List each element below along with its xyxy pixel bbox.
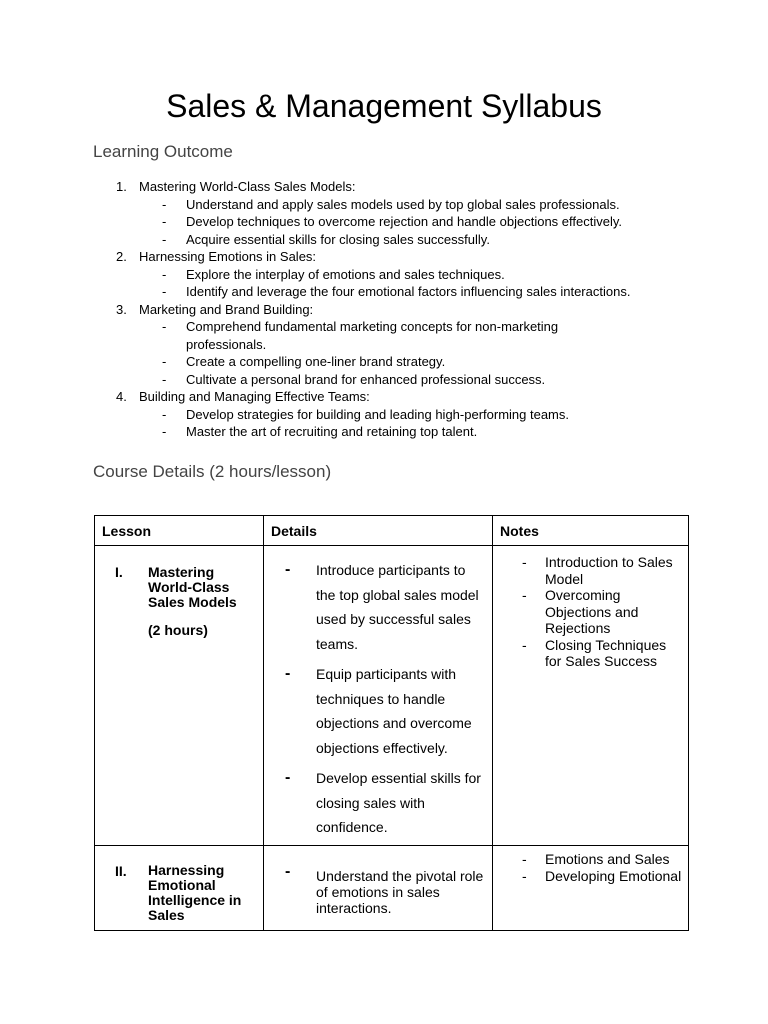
dash-icon: - [162, 196, 167, 212]
dash-icon: - [162, 371, 167, 387]
dash-icon: - [285, 863, 291, 880]
column-header-notes: Notes [493, 516, 689, 546]
note-item: - Emotions and Sales [522, 851, 670, 867]
column-header-details: Details [264, 516, 493, 546]
outcome-item [0, 178, 768, 248]
outcome-number: 2. [116, 249, 127, 264]
dash-icon: - [285, 561, 291, 578]
details-cell [264, 546, 493, 846]
outcome-bullet: - Develop techniques to overcome rejection and handle objections effectively. [162, 214, 623, 229]
dash-icon: - [162, 214, 167, 229]
outcome-number: 4. [116, 389, 127, 404]
detail-item: - Understand the pivotal role of emotions in sales interactions. [285, 863, 484, 916]
column-header-lesson: Lesson [95, 516, 264, 546]
dash-icon: - [162, 406, 167, 422]
detail-item: - Equip participants with techniques to handle objections and overcome objections effectively. [264, 662, 492, 760]
table-header-row [95, 516, 689, 546]
outcome-bullet: - Explore the interplay of emotions and sales techniques. [162, 266, 505, 282]
dash-icon: - [522, 851, 527, 867]
outcome-bullet: - Develop strategies for building and leading high-performing teams. [162, 406, 569, 422]
dash-icon: - [162, 231, 167, 247]
outcome-bullet: - Comprehend fundamental marketing concepts for non-marketing professionals. [162, 319, 559, 352]
outcomes-list [0, 178, 768, 441]
outcome-bullet: - Acquire essential skills for closing sales successfully. [162, 231, 490, 247]
outcome-title: Marketing and Brand Building: [139, 301, 314, 317]
outcome-bullet: - Master the art of recruiting and retaining top talent. [162, 424, 478, 439]
outcome-title: Harnessing Emotions in Sales: [139, 249, 317, 264]
note-item: - Closing Techniques for Sales Success [522, 636, 667, 669]
learning-outcome-heading: Learning Outcome [93, 142, 233, 161]
dash-icon: - [162, 319, 167, 334]
outcome-item [0, 301, 768, 389]
lesson-title: Harnessing Emotional Intelligence in Sales [148, 862, 242, 923]
detail-item: - Introduce participants to the top global sales model used by successful sales teams. [264, 558, 492, 656]
dash-icon: - [522, 867, 527, 884]
dash-icon: - [162, 354, 167, 369]
outcome-bullet: - Understand and apply sales models used by top global sales professionals. [162, 196, 620, 212]
dash-icon: - [522, 636, 527, 653]
lesson-hours: (2 hours) [148, 622, 208, 638]
note-item: - Introduction to Sales Model [522, 554, 673, 587]
details-cell [264, 846, 493, 931]
dash-icon: - [522, 587, 527, 603]
outcome-bullet: - Cultivate a personal brand for enhanced professional success. [162, 371, 546, 387]
detail-item: - Develop essential skills for closing sales with confidence. [264, 766, 492, 840]
course-table [94, 515, 689, 931]
dash-icon: - [285, 769, 291, 786]
notes-cell [493, 846, 689, 931]
dash-icon: - [162, 424, 167, 439]
outcome-bullet: - Create a compelling one-liner brand strategy. [162, 354, 446, 369]
outcome-item [0, 388, 768, 441]
lesson-cell [95, 546, 264, 846]
page-title: Sales & Management Syllabus [166, 88, 602, 124]
table-row [95, 846, 689, 931]
outcome-number: 3. [116, 301, 127, 317]
note-item: - Overcoming Objections and Rejections [522, 587, 639, 636]
table-row [95, 546, 689, 846]
dash-icon: - [285, 665, 291, 682]
course-details-heading: Course Details (2 hours/lesson) [93, 462, 332, 481]
dash-icon: - [162, 284, 167, 299]
lesson-number: II. [115, 863, 127, 879]
note-item: - Developing Emotional [522, 867, 682, 884]
outcome-number: 1. [116, 179, 127, 194]
lesson-title: Mastering World-Class Sales Models [148, 564, 237, 610]
dash-icon: - [162, 266, 167, 282]
outcome-title: Building and Managing Effective Teams: [139, 389, 370, 404]
outcome-title: Mastering World-Class Sales Models: [139, 179, 356, 194]
lesson-cell [95, 846, 264, 931]
outcome-item [0, 248, 768, 301]
outcome-bullet: - Identify and leverage the four emotional factors influencing sales interactions. [162, 284, 631, 299]
lesson-number: I. [115, 564, 123, 580]
notes-cell [493, 546, 689, 846]
dash-icon: - [522, 554, 527, 570]
